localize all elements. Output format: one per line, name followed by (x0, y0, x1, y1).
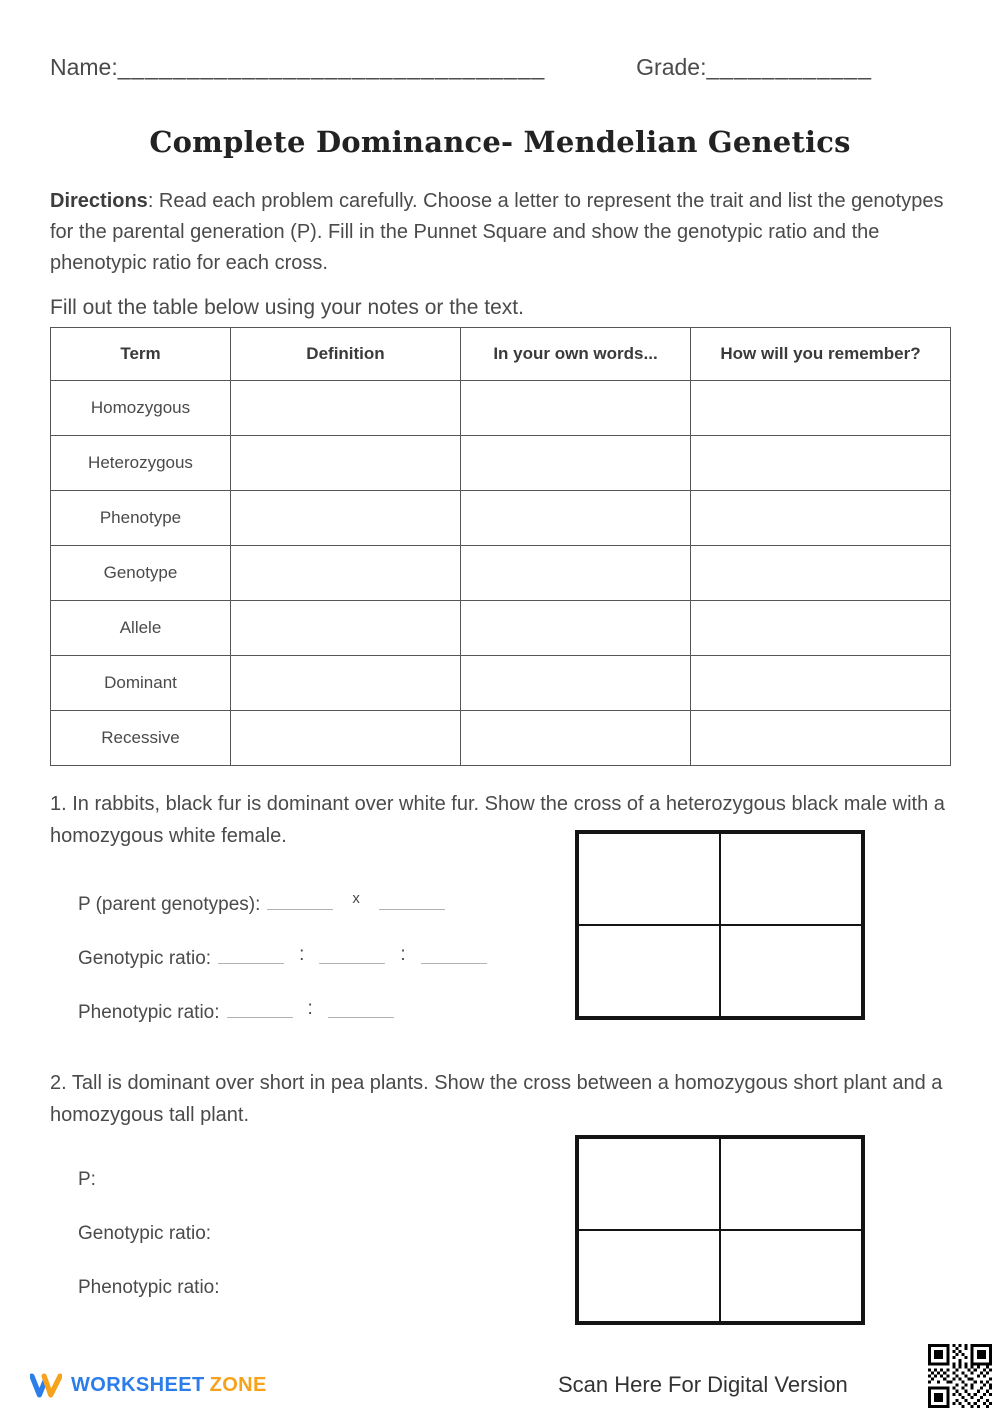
phenotypic-ratio-label: Phenotypic ratio: (78, 1002, 220, 1023)
table-row (51, 656, 951, 711)
terms-table-header-row (51, 328, 951, 381)
answer-cell[interactable] (691, 381, 951, 436)
table-row (51, 711, 951, 766)
answer-cell[interactable] (231, 711, 461, 766)
w-logo-icon (30, 1373, 62, 1398)
problem-1-text: 1. In rabbits, black fur is dominant over white fur. Show the cross of a heterozygous black male with a homozygous white female. (50, 793, 945, 847)
answer-cell[interactable] (231, 491, 461, 546)
punnett-square-2 (575, 1135, 865, 1325)
parent-genotypes-label: P: (78, 1169, 96, 1190)
directions-text: : Read each problem carefully. Choose a letter to represent the trait and list the genotypes for the parental generation (P). Fill in the Punnet Square and show the genotypic ratio and the phenotypic ratio for each cross. (50, 190, 944, 274)
genotypic-ratio-label: Genotypic ratio: (78, 948, 212, 969)
answer-cell[interactable] (461, 436, 691, 491)
column-header: Definition (231, 328, 461, 381)
column-header: Term (51, 328, 231, 381)
name-grade-row (50, 54, 950, 81)
worksheet-zone-logo (30, 1373, 267, 1398)
problem-2 (50, 1067, 950, 1300)
answer-cell[interactable] (461, 381, 691, 436)
directions-label: Directions (50, 190, 148, 212)
punnett-cell[interactable] (720, 925, 862, 1017)
term-label: Heterozygous (51, 436, 231, 491)
punnett-cell[interactable] (578, 833, 720, 925)
punnett-cell[interactable] (578, 925, 720, 1017)
brand-worksheet: WORKSHEET (71, 1374, 205, 1396)
answer-cell[interactable] (231, 381, 461, 436)
answer-cell[interactable] (461, 601, 691, 656)
page-title: Complete Dominance- Mendelian Genetics (149, 125, 851, 159)
ratio-separator: : (307, 998, 313, 1019)
answer-cell[interactable] (231, 656, 461, 711)
genotypic-ratio-blank-1[interactable] (218, 946, 284, 964)
answer-cell[interactable] (231, 546, 461, 601)
parent1-genotype-blank[interactable] (267, 892, 333, 910)
answer-cell[interactable] (691, 491, 951, 546)
phenotypic-ratio-label: Phenotypic ratio: (78, 1277, 220, 1298)
table-row (51, 601, 951, 656)
term-label: Homozygous (51, 381, 231, 436)
problem-1 (50, 788, 950, 1021)
ratio-separator: : (400, 944, 406, 965)
name-label: Name: (50, 54, 118, 80)
column-header: In your own words... (461, 328, 691, 381)
phenotypic-ratio-blank-2[interactable] (328, 1000, 394, 1018)
name-blank[interactable]: _______________________________ (117, 54, 546, 80)
brand-zone: ZONE (209, 1374, 267, 1396)
column-header: How will you remember? (691, 328, 951, 381)
genotypic-ratio-label: Genotypic ratio: (78, 1223, 212, 1244)
grade-blank[interactable]: ____________ (706, 54, 872, 80)
answer-cell[interactable] (691, 656, 951, 711)
punnett-square-1 (575, 830, 865, 1020)
answer-cell[interactable] (231, 436, 461, 491)
answer-cell[interactable] (461, 656, 691, 711)
terms-table (50, 327, 951, 766)
punnett-cell[interactable] (720, 1138, 862, 1230)
answer-cell[interactable] (691, 546, 951, 601)
name-field (50, 54, 545, 81)
brand-text (71, 1374, 267, 1397)
term-label: Recessive (51, 711, 231, 766)
table-row (51, 381, 951, 436)
punnett-cell[interactable] (578, 1138, 720, 1230)
genotypic-ratio-blank-2[interactable] (319, 946, 385, 964)
punnett-cell[interactable] (578, 1230, 720, 1322)
phenotypic-ratio-blank-1[interactable] (227, 1000, 293, 1018)
table-intro: Fill out the table below using your notes or the text. (50, 296, 524, 319)
term-label: Genotype (51, 546, 231, 601)
table-row (51, 546, 951, 601)
table-row (51, 436, 951, 491)
cross-symbol: x (352, 890, 360, 907)
ratio-separator: : (299, 944, 305, 965)
answer-cell[interactable] (691, 711, 951, 766)
term-label: Dominant (51, 656, 231, 711)
answer-cell[interactable] (691, 436, 951, 491)
scan-here-text: Scan Here For Digital Version (558, 1372, 848, 1397)
parent-genotypes-label: P (parent genotypes): (78, 894, 261, 915)
term-label: Phenotype (51, 491, 231, 546)
directions (50, 186, 950, 279)
terms-table-body (51, 381, 951, 766)
punnett-cell[interactable] (720, 833, 862, 925)
answer-cell[interactable] (461, 711, 691, 766)
term-label: Allele (51, 601, 231, 656)
answer-cell[interactable] (691, 601, 951, 656)
table-row (51, 491, 951, 546)
answer-cell[interactable] (461, 546, 691, 601)
answer-cell[interactable] (231, 601, 461, 656)
parent2-genotype-blank[interactable] (379, 892, 445, 910)
grade-label: Grade: (636, 54, 707, 80)
punnett-cell[interactable] (720, 1230, 862, 1322)
genotypic-ratio-blank-3[interactable] (421, 946, 487, 964)
qr-code (928, 1344, 992, 1408)
problem-2-text: 2. Tall is dominant over short in pea plants. Show the cross between a homozygous short plant and a homozygous tall plant. (50, 1072, 943, 1126)
answer-cell[interactable] (461, 491, 691, 546)
grade-field (636, 54, 872, 81)
